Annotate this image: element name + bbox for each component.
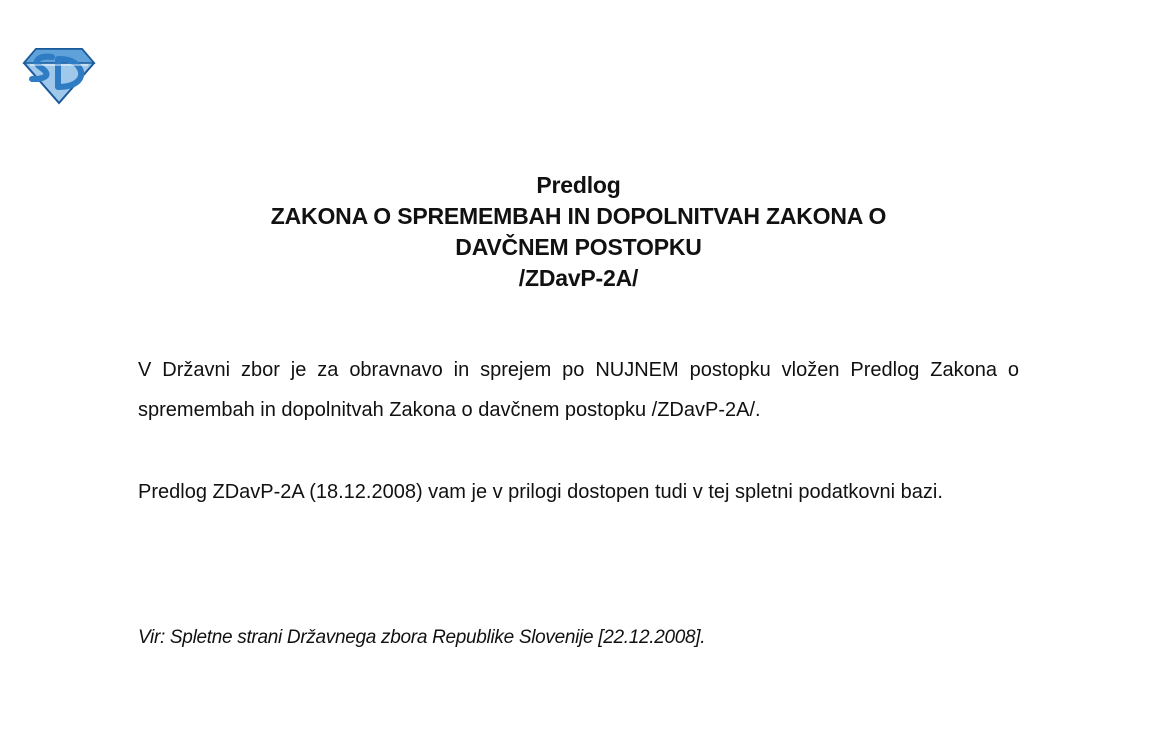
title-line-law-name-cont: DAVČNEM POSTOPKU xyxy=(455,234,702,260)
title-line-law-name: ZAKONA O SPREMEMBAH IN DOPOLNITVAH ZAKONA O xyxy=(270,203,887,229)
title-line-predlog: Predlog xyxy=(536,172,621,198)
body-paragraph-availability: Predlog ZDavP-2A (18.12.2008) vam je v prilogi dostopen tudi v tej spletni podatkovni bazi. xyxy=(138,481,943,503)
document-title xyxy=(0,170,1157,294)
source-note: Vir: Spletne strani Državnega zbora Republike Slovenije [22.12.2008]. xyxy=(138,627,706,648)
body-paragraph-intro: V Državni zbor je za obravnavo in sprejem po NUJNEM postopku vložen Predlog Zakona o spremembah in dopolnitvah Zakona o davčnem postopku /ZDavP-2A/. xyxy=(138,359,1019,421)
sd-logo-icon xyxy=(22,47,96,105)
title-line-abbreviation: /ZDavP-2A/ xyxy=(518,265,639,291)
